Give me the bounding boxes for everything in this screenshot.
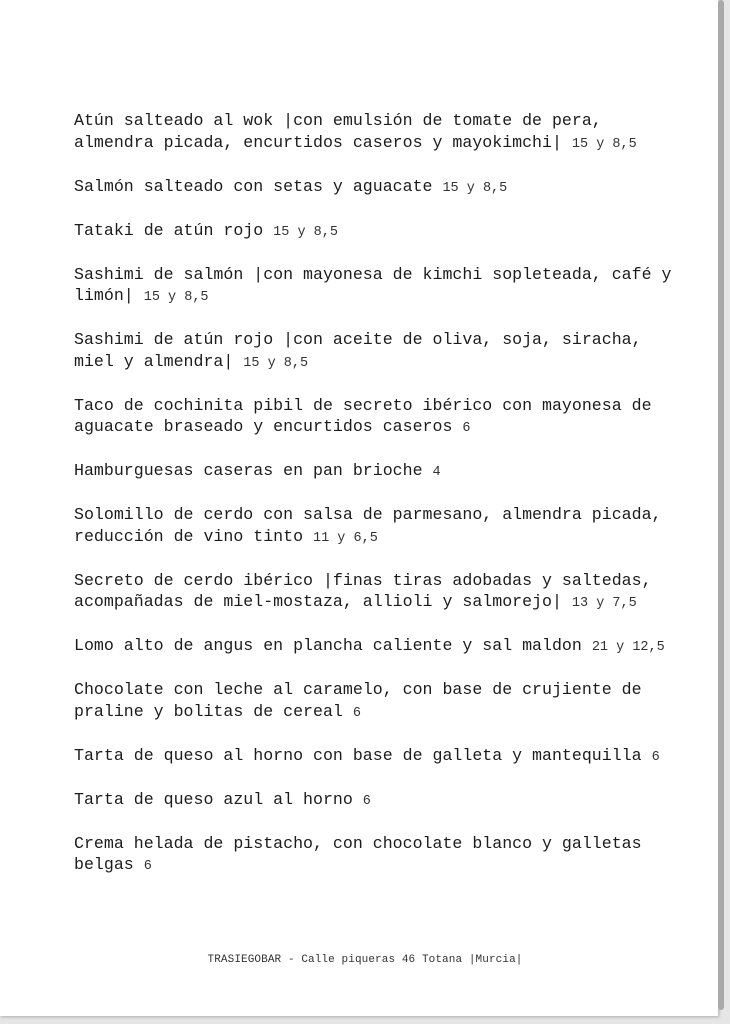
menu-item-price: 13 y 7,5 [571,596,637,611]
menu-item-price: 15 y 8,5 [143,290,209,305]
menu-item-price: 11 y 6,5 [313,530,378,546]
menu-item-price: 15 y 8,5 [243,355,309,371]
menu-item [74,395,674,440]
menu-item [74,329,674,374]
menu-item-price: 15 y 8,5 [571,136,637,152]
menu-item [74,264,674,309]
menu-item-text: Taco de cochinita pibil de secreto ibérico con mayonesa de aguacate braseado y encurtidos caseros [74,395,652,436]
menu-item-text: Solomillo de cerdo con salsa de parmesano, almendra picada, reducción de vino tinto [74,505,662,546]
page-footer: TRASIEGOBAR - Calle piqueras 46 Totana |Murcia| [207,954,523,966]
menu-item-price: 4 [432,465,441,480]
menu-item-text: Sashimi de salmón |con mayonesa de kimchi sopleteada, café y limón| [74,264,672,305]
menu-item [74,745,674,769]
menu-item [74,110,674,155]
menu-item-price: 6 [462,421,471,436]
menu-item-price: 15 y 8,5 [442,180,508,196]
menu-item-text: Crema helada de pistacho, con chocolate blanco y galletas belgas [74,833,642,874]
menu-item-price: 15 y 8,5 [273,224,338,240]
menu-item-price: 21 y 12,5 [591,640,665,655]
menu-item-text: Lomo alto de angus en plancha caliente y sal maldon [74,636,582,655]
menu-item-price: 6 [143,859,152,874]
menu-item [74,220,674,244]
menu-item [74,833,674,878]
menu-item-text: Sashimi de atún rojo |con aceite de oliva, soja, siracha, miel y almendra| [74,330,642,371]
menu-item-price: 6 [362,793,371,809]
menu-item-text: Tataki de atún rojo [74,220,264,240]
menu-item [74,570,674,615]
menu-item-text: Tarta de queso azul al horno [74,789,353,809]
menu-item-text: Chocolate con leche al caramelo, con base de crujiente de praline y bolitas de cereal [74,680,642,721]
menu-item-text: Secreto de cerdo ibérico |finas tiras adobadas y saltedas, acompañadas de miel-mostaza, allioli y salmorejo| [74,570,652,611]
menu-item [74,789,674,813]
menu-item [74,176,674,200]
menu-item [74,635,674,659]
vertical-scrollbar[interactable] [718,0,724,1010]
menu-item [74,460,674,484]
menu-list [74,110,674,898]
menu-item [74,504,674,549]
menu-item-text: Hamburguesas caseras en pan brioche [74,461,423,480]
menu-item-text: Atún salteado al wok |con emulsión de tomate de pera, almendra picada, encurtidos caseros y mayokimchi| [74,111,602,152]
menu-item-text: Tarta de queso al horno con base de galleta y mantequilla [74,745,642,765]
menu-item-price: 6 [651,749,660,765]
menu-item [74,679,674,724]
menu-item-text: Salmón salteado con setas y aguacate [74,176,433,196]
menu-item-price: 6 [352,705,361,721]
